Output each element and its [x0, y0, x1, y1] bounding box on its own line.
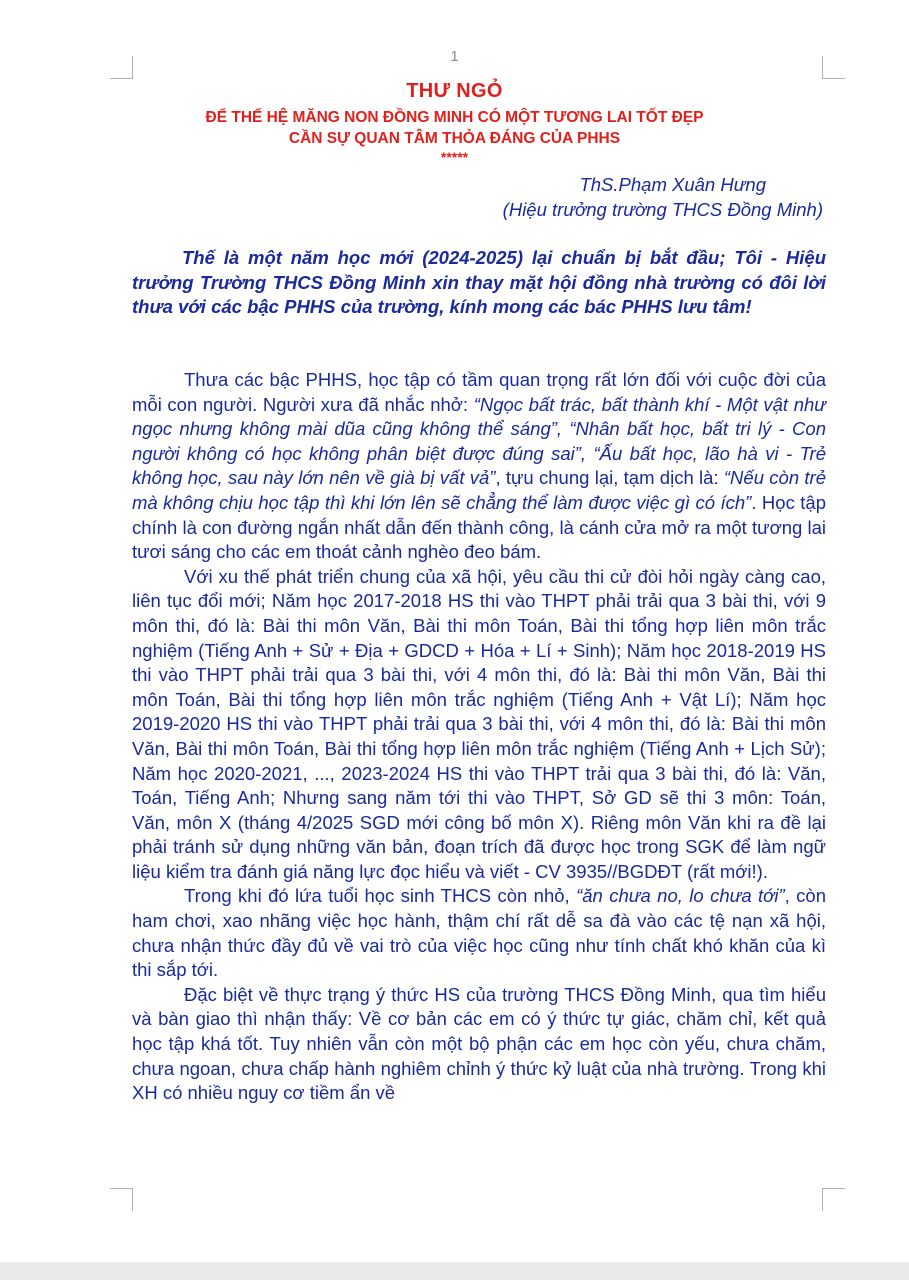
paragraph-4: Đặc biệt về thực trạng ý thức HS của trường THCS Đồng Minh, qua tìm hiểu và bàn giao thì nhận thấy: Về cơ bản các em có ý thức tự giác, chăm chỉ, kết quả học tập khá tốt. Tuy nhiên vẫn còn một bộ phận các em học còn yếu, chưa chăm, chưa ngoan, chưa chấp hành nghiêm chỉnh ý thức kỷ luật của nhà trường. Trong khi XH có nhiều nguy cơ tiềm ẩn về: [132, 983, 826, 1104]
p1-text-e: . Học tập chính là con đường ngắn nhất dẫn đến thành công, là cánh cửa mở ra một tương lai tươi sáng cho các em thoát cảnh nghèo đeo bám.: [132, 491, 826, 563]
p1-quote-proverbs: “Ngọc bất trác, bất thành khí - Một vật như ngọc nhưng không mài dũa cũng không thể sáng”, “Nhân bất học, bất tri lý - Con người không có học không phân biệt được đúng sai”, “Ấu bất học, lão hà vi - Trẻ không học, sau này lớn nên về già bị vất vả”: [132, 393, 826, 489]
letter-title: THƯ NGỎ: [406, 80, 503, 102]
stars-divider: *****: [440, 149, 469, 165]
letter-body: [132, 368, 826, 1106]
letter-subtitle-line1: ĐỂ THẾ HỆ MĂNG NON ĐỒNG MINH CÓ MỘT TƯƠNG LAI TỐT ĐẸP: [205, 109, 704, 126]
p1-quote-translation: “Nếu còn trẻ mà không chịu học tập thì khi lớn lên sẽ chẳng thể làm được việc gì có ích”: [132, 467, 827, 513]
p1-text-a: Thưa các bậc PHHS, học tập có tầm quan trọng rất lớn đối với cuộc đời của mỗi con người. Người xưa đã nhắc nhở:: [132, 369, 826, 415]
p1-text-c: , tựu chung lại, tạm dịch là:: [495, 467, 724, 489]
p3-text-a: Trong khi đó lứa tuổi học sinh THCS còn nhỏ,: [184, 885, 577, 907]
paragraph-3: [132, 884, 826, 982]
paragraph-2: Với xu thế phát triển chung của xã hội, yêu cầu thi cử đòi hỏi ngày càng cao, liên tục đổi mới; Năm học 2017-2018 HS thi vào THPT phải trải qua 3 bài thi, với 9 môn thi, đó là: Bài thi môn Văn, Bài thi môn Toán, Bài thi tổng hợp liên môn trắc nghiệm (Tiếng Anh + Sử + Địa + GDCD + Hóa + Lí + Sinh); Năm học 2018-2019 HS thi vào THPT phải trải qua 3 bài thi, với 4 môn thi, đó là: Bài thi môn Văn, Bài thi môn Toán, Bài thi tổng hợp liên môn trắc nghiệm (Tiếng Anh + Vật Lí); Năm học 2019-2020 HS thi vào THPT phải trải qua 3 bài thi, với 4 môn thi, đó là: Bài thi môn Văn, Bài thi môn Toán, Bài thi tổng hợp liên môn trắc nghiệm (Tiếng Anh + Lịch Sử); Năm học 2020-2021, ..., 2023-2024 HS thi vào THPT trải qua 3 bài thi, đó là: Văn, Toán, Tiếng Anh; Nhưng sang năm tới thi vào THPT, Sở GD sẽ thi 3 môn: Toán, Văn, môn X (tháng 4/2025 SGD mới công bố môn X). Riêng môn Văn khi ra đề lại phải tránh sử dụng những văn bản, đoạn trích đã được học trong SGK để làm ngữ liệu kiểm tra đánh giá năng lực đọc hiểu và viết - CV 3935//BGDĐT (rất mới!).: [132, 565, 826, 882]
intro-paragraph: Thế là một năm học mới (2024-2025) lại chuẩn bị bắt đầu; Tôi - Hiệu trưởng Trường THCS Đồng Minh xin thay mặt hội đồng nhà trường có đôi lời thưa với các bậc PHHS của trường, kính mong các bác PHHS lưu tâm!: [132, 247, 826, 317]
margin-mark-bottom-right: [822, 1188, 845, 1211]
author-role: (Hiệu trưởng trường THCS Đồng Minh): [502, 199, 823, 220]
margin-mark-bottom-left: [110, 1188, 133, 1211]
margin-mark-top-right: [822, 56, 845, 79]
page-number: 1: [450, 48, 459, 65]
author-name: ThS.Phạm Xuân Hưng: [579, 174, 766, 195]
p3-text-c: , còn ham chơi, xao nhãng việc học hành, thậm chí rất dễ sa đà vào các tệ nạn xã hội, chưa nhận thức đầy đủ về vai trò của việc học cũng như tính chất khó khăn của kì thi sắp tới.: [132, 885, 826, 981]
bottom-bar: [0, 1262, 909, 1280]
margin-mark-top-left: [110, 56, 133, 79]
paragraph-1: [132, 368, 826, 565]
letter-subtitle-line2: CẦN SỰ QUAN TÂM THỎA ĐÁNG CỦA PHHS: [288, 130, 621, 147]
p3-quote: “ăn chưa no, lo chưa tới”: [576, 885, 785, 907]
